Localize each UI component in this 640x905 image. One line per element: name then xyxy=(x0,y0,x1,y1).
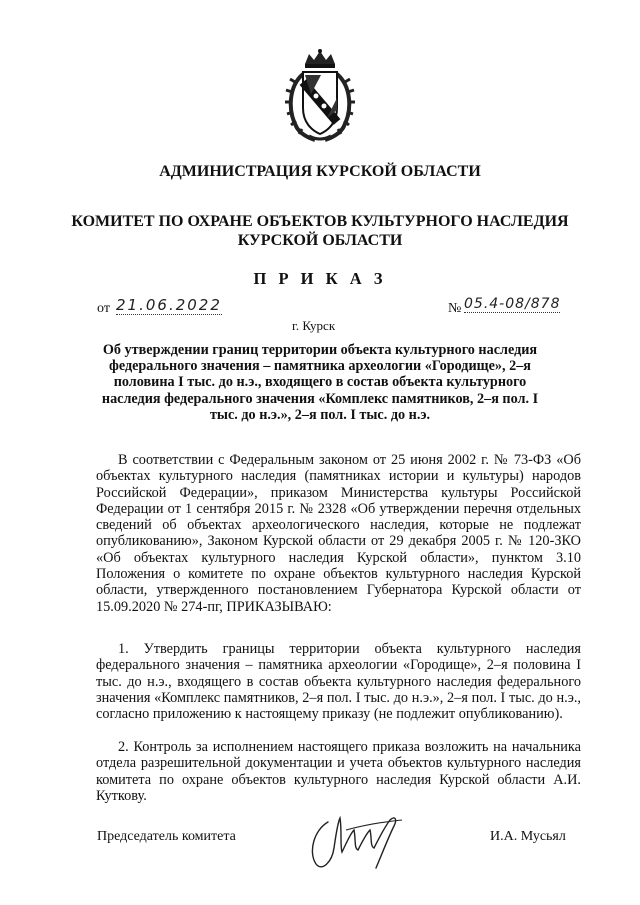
administration-title: АДМИНИСТРАЦИЯ КУРСКОЙ ОБЛАСТИ xyxy=(159,163,481,180)
signer-position: Председатель комитета xyxy=(97,829,236,844)
order-subject: Об утверждении границ территории объекта культурного наследия федерального значения – памятника археологии «Городище», 2–я половина I тыс. до н.э., входящего в состав объекта культурного наследия федерального значения «Комплекс памятников, 2–я пол. I тыс. до н.э.», 2–я пол. I тыс. до н.э. xyxy=(101,342,539,423)
body-paragraph-preamble: В соответствии с Федеральным законом от 25 июня 2002 г. № 73-ФЗ «Об объектах культурного наследия (памятниках истории и культуры) народов Российской Федерации», приказом Министерства культуры Российской Федерации от 1 сентября 2015 г. № 2328 «Об утверждении перечня отдельных сведений об объектах археологического наследия, которые не подлежат опубликованию», Законом Курской области от 29 декабря 2005 г. № 120-ЗКО «Об объектах культурного наследия Курской области», пунктом 3.10 Положения о комитете по охране объектов культурного наследия Курской области, утвержденного постановлением Губернатора Курской области от 15.09.2020 № 274-пг, ПРИКАЗЫВАЮ: xyxy=(96,452,581,615)
city-label: г. Курск xyxy=(292,318,336,333)
date-value: 21.06.2022 xyxy=(116,296,222,314)
coat-of-arms-emblem xyxy=(283,48,357,144)
number-value: 05.4-08/878 xyxy=(464,296,561,312)
number-label: № xyxy=(448,301,462,316)
body-paragraph-item-1: 1. Утвердить границы территории объекта культурного наследия федерального значения – памятника археологии «Городище», 2–я половина I тыс. до н.э., входящего в состав объекта культурного наследия федерального значения «Комплекс памятников, 2–я пол. I тыс. до н.э.», 2–я пол. I тыс. до н.э., согласно приложению к настоящему приказу (не подлежит опубликованию). xyxy=(96,641,581,723)
signer-name: И.А. Мусьял xyxy=(490,829,566,844)
order-title: П Р И К А З xyxy=(253,269,387,288)
body-paragraph-item-2: 2. Контроль за исполнением настоящего приказа возложить на начальника отдела разрешительной документации и учета объектов культурного наследия комитета по охране объектов культурного наследия Курской области А.И. Куткову. xyxy=(96,739,581,804)
date-label: от xyxy=(97,301,110,316)
committee-title: КОМИТЕТ ПО ОХРАНЕ ОБЪЕКТОВ КУЛЬТУРНОГО НАСЛЕДИЯ КУРСКОЙ ОБЛАСТИ xyxy=(71,213,569,249)
handwritten-signature xyxy=(306,800,406,875)
